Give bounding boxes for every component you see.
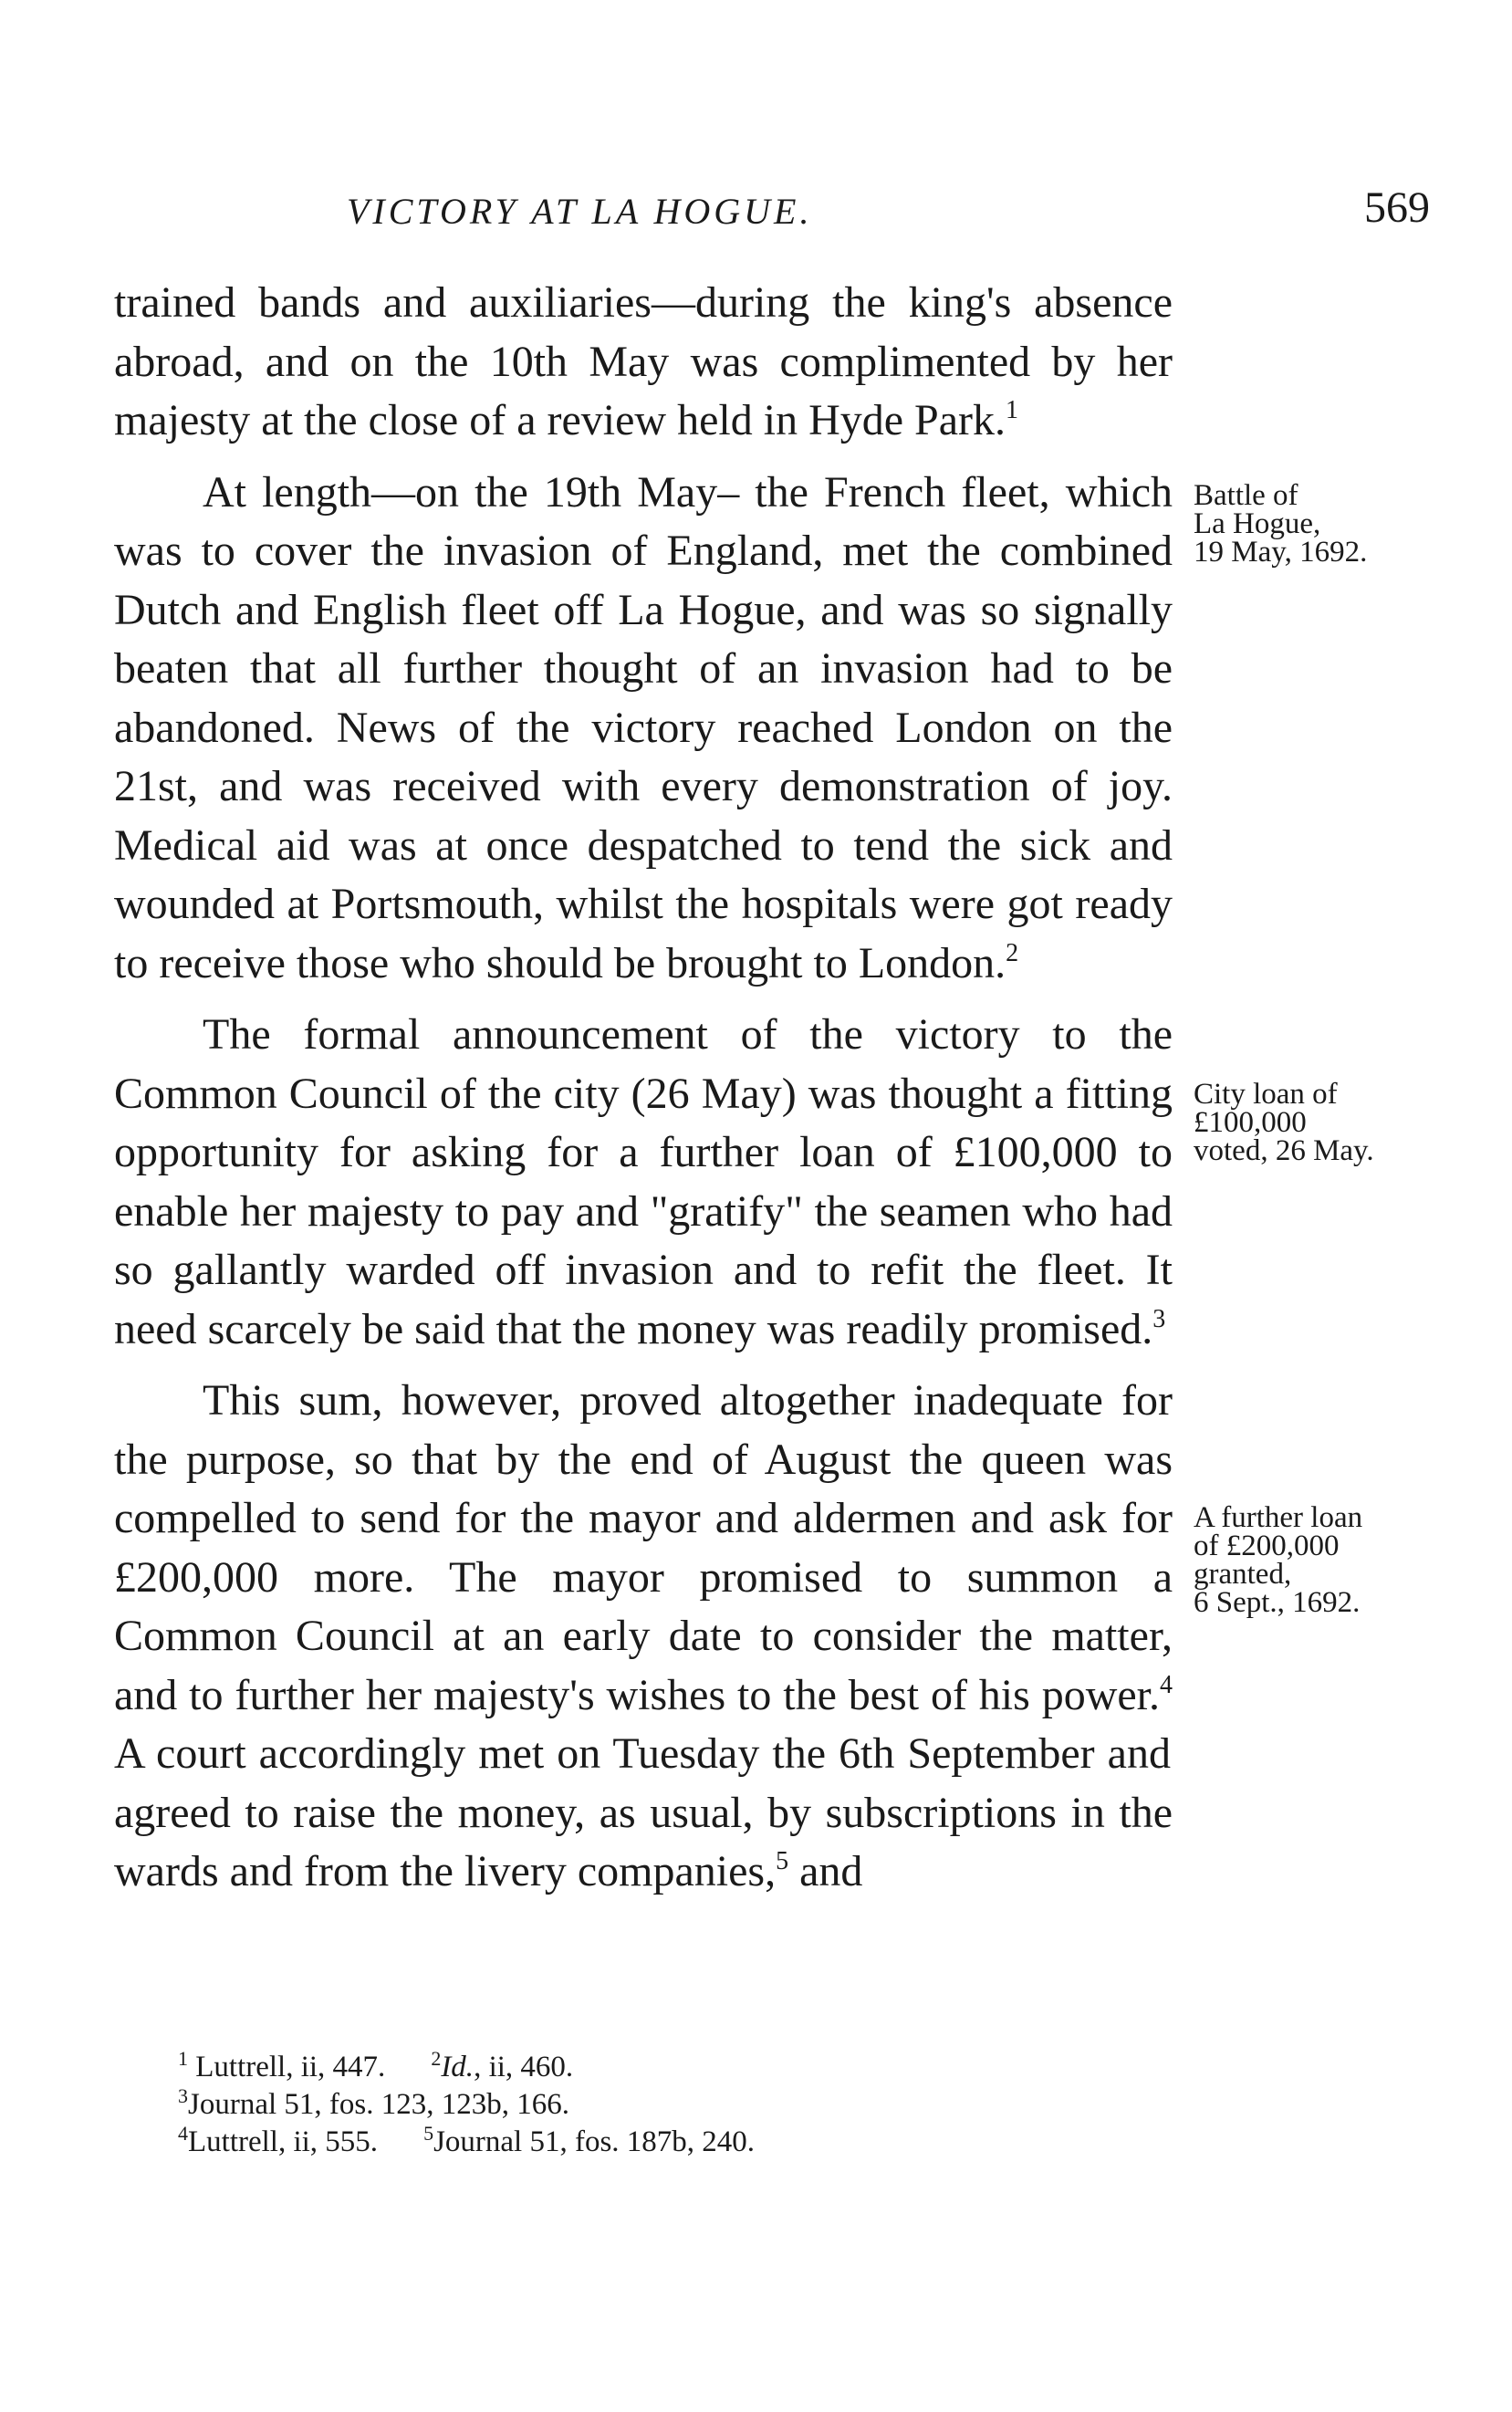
footnote-text: Journal 51, fos. 123, 123b, 166. (188, 2088, 569, 2121)
running-head (0, 183, 1512, 237)
footnote-ref-2: 2 (1006, 938, 1019, 967)
marginal-note-line: Battle of (1194, 479, 1298, 512)
footnote-ref-3: 3 (1152, 1304, 1166, 1333)
body-text (114, 274, 1173, 1902)
marginal-note-battle (1194, 479, 1467, 569)
paragraph-2 (114, 464, 1173, 994)
marginal-note-line: of £200,000 (1194, 1530, 1340, 1562)
footnote-1: 1 Luttrell, ii, 447. (178, 2049, 385, 2086)
footnote-row (178, 2049, 1090, 2086)
footnote-5: 5Journal 51, fos. 187b, 240. (423, 2124, 755, 2161)
marginal-note-line: voted, 26 May. (1194, 1134, 1374, 1167)
paragraph-1-text: trained bands and auxiliaries—during the king's absence abroad, and on the 10th May was complimented by her majesty at the close of a review held in Hyde Park. (114, 278, 1173, 444)
footnote-ref-5: 5 (776, 1847, 789, 1875)
running-title: VICTORY AT LA HOGUE. (347, 191, 813, 232)
marginal-note-line: 6 Sept., 1692. (1194, 1586, 1361, 1619)
paragraph-3 (114, 1006, 1173, 1359)
footnotes (178, 2049, 1090, 2161)
marginal-note-line: A further loan (1194, 1501, 1363, 1534)
marginal-note-line: La Hogue, (1194, 507, 1321, 540)
footnote-2: 2Id., ii, 460. (431, 2049, 573, 2086)
paragraph-4-text-a: This sum, however, proved altogether inadequate for the purpose, so that by the end of August the queen was compelled to send for the mayor and aldermen and ask for £200,000 more. The mayor promised to summon a Common Council at an early date to consider the matter, and to further her majesty's wishes to the best of his power. (114, 1376, 1173, 1719)
paragraph-4-text-b: A court accordingly met on Tuesday the 6th September and agreed to raise the money, as usual, by subscriptions in the wards and from the livery companies, (114, 1729, 1173, 1895)
marginal-note-line: City loan of (1194, 1078, 1338, 1111)
footnote-ref-1: 1 (1006, 396, 1019, 424)
footnote-3: 3Journal 51, fos. 123, 123b, 166. (178, 2086, 569, 2124)
footnote-ref-4: 4 (1160, 1670, 1173, 1699)
paragraph-3-text: The formal announcement of the victory to the Common Council of the city (26 May) was thought a fitting opportunity for asking for a further loan of £100,000 to enable her majesty to pay and "gratify" the seamen who had so gallantly warded off invasion and to refit the fleet. It need scarcely be said that the money was readily promised. (114, 1010, 1173, 1353)
marginal-note-line: £100,000 (1194, 1106, 1307, 1139)
marginal-note-further-loan (1194, 1501, 1467, 1619)
footnote-italic: Id. (441, 2051, 474, 2083)
paragraph-2-text: At length—on the 19th May– the French fleet, which was to cover the invasion of England, met the combined Dutch and English fleet off La Hogue, and was so signally beaten that all further thought of an invasion had to be abandoned. News of the victory reached London on the 21st, and was received with every demonstration of joy. Medical aid was at once despatched to tend the sick and wounded at Portsmouth, whilst the hospitals were got ready to receive those who should be brought to London. (114, 467, 1173, 987)
footnote-text: Luttrell, ii, 555. (188, 2125, 379, 2158)
paragraph-4 (114, 1372, 1173, 1902)
page-number: 569 (1364, 183, 1430, 232)
footnote-row (178, 2086, 1090, 2124)
marginal-note-city-loan (1194, 1078, 1467, 1167)
marginal-note-line: 19 May, 1692. (1194, 536, 1368, 569)
footnote-row (178, 2124, 1090, 2161)
footnote-text: Journal 51, fos. 187b, 240. (433, 2125, 756, 2158)
paragraph-4-text-c: and (788, 1847, 863, 1895)
footnote-text: , ii, 460. (474, 2051, 574, 2083)
footnote-4: 4Luttrell, ii, 555. (178, 2124, 378, 2161)
footnote-text: Luttrell, ii, 447. (195, 2051, 386, 2083)
paragraph-1 (114, 274, 1173, 451)
marginal-note-line: granted, (1194, 1558, 1292, 1591)
